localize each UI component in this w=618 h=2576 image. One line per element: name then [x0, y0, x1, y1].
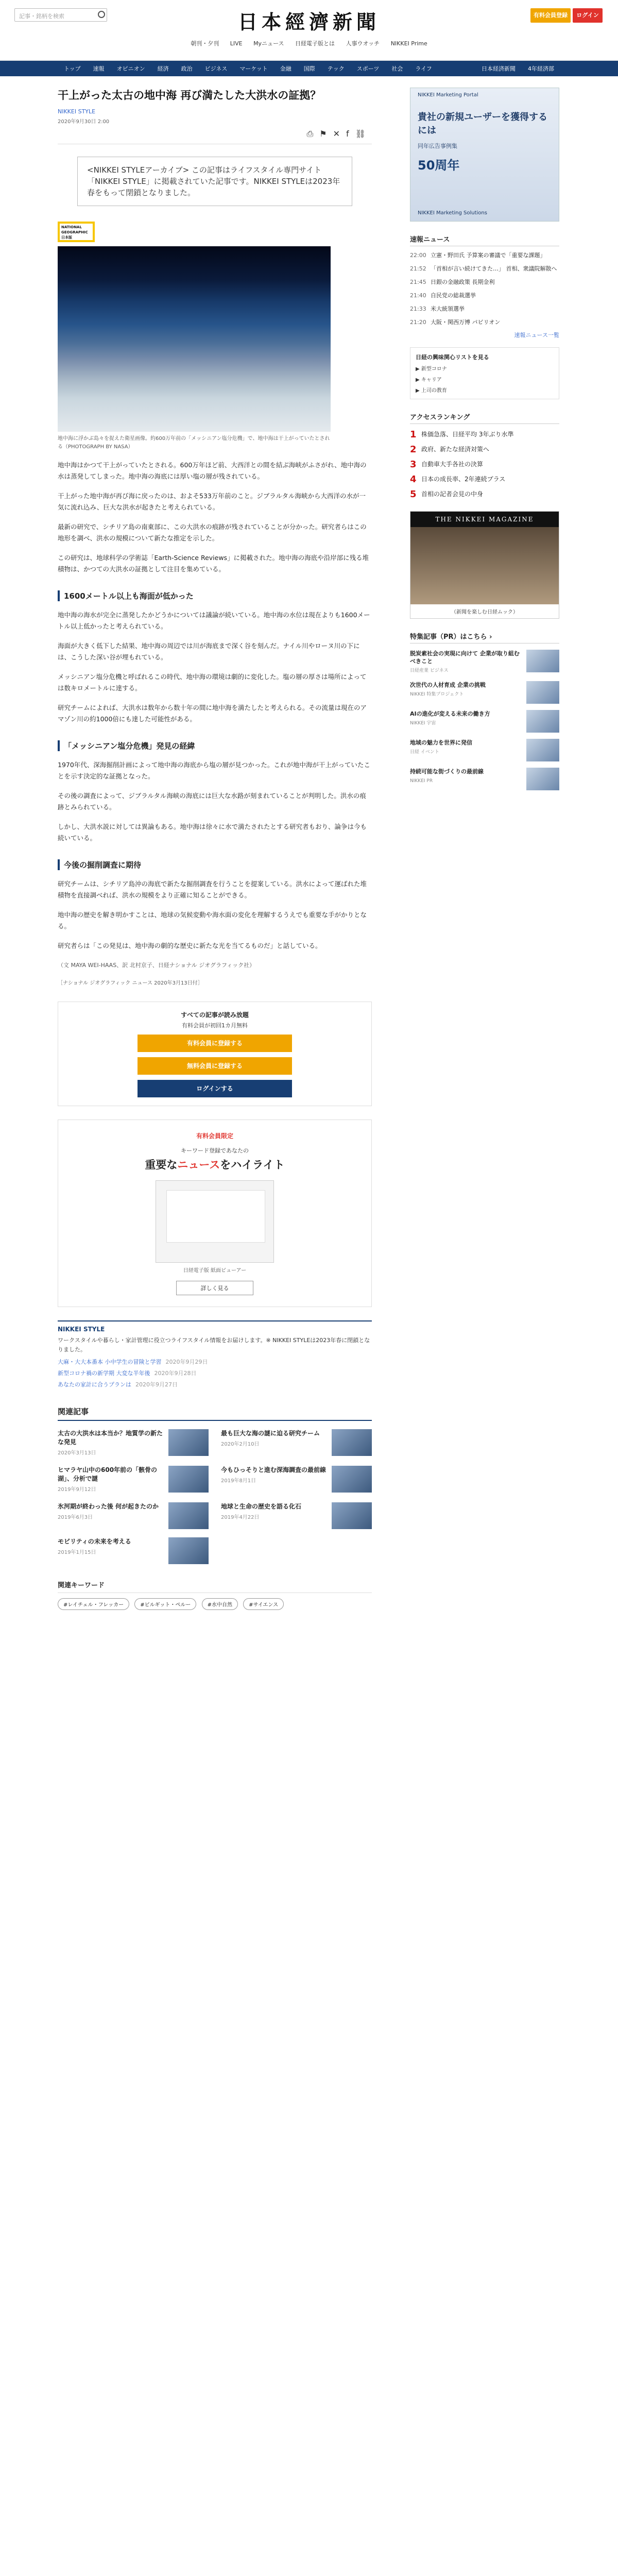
search-input[interactable]: 記事・銘柄を検索 [14, 8, 107, 22]
paragraph: この研究は、地球科学の学術誌「Earth-Science Reviews」に掲載された。地中海の海底や沿岸部に残る堆積物は、かつての大洪水の証拠として注目を集めている。 [58, 554, 369, 573]
related-article[interactable]: 氷河期が終わった後 何が起きたのか 2019年6月3日 [58, 1502, 209, 1529]
nav-item[interactable]: 政治 [181, 65, 193, 72]
keyword-tag[interactable]: #レイチェル・フレッカー [58, 1598, 129, 1610]
ranking-item[interactable]: 5 首相の記者会見の中身 [410, 489, 484, 500]
ad-subtitle: 同年広告事例集 [418, 143, 457, 149]
login-button[interactable]: ログイン [573, 8, 603, 23]
paragraph: 干上がった地中海が再び海に戻ったのは、およそ533万年前のこと。ジブラルタル海峡から大西洋の水が一気に流れ込み、巨大な洪水が起きたと考えられている。 [58, 492, 366, 511]
news-item[interactable]: 21:33 米大統領選挙 [410, 306, 465, 312]
paragraph: 1970年代、深海掘削計画によって地中海の海底から塩の層が見つかった。これが地中海が干上がっていたことを示す決定的な証拠となった。 [58, 761, 370, 780]
pr-thumbnail [526, 739, 559, 761]
subnav-item[interactable]: 日経電子版とは [295, 40, 335, 47]
promo-headline: 重要なニュースをハイライト [145, 1159, 285, 1171]
paragraph: 研究者らは「この発見は、地中海の劇的な歴史に新たな光を当てるものだ」と話している。 [58, 942, 322, 950]
nav-item[interactable]: テック [327, 65, 345, 72]
ad-highlight: 50周年 [418, 158, 460, 173]
keyword-tag[interactable]: #水中自然 [202, 1598, 238, 1610]
archive-notice: <NIKKEI STYLEアーカイブ> この記事はライフスタイル専門サイト「NIKKEI STYLE」に掲載されていた記事です。NIKKEI STYLEは2023年春をもって閉鎖となりました。 [77, 157, 352, 206]
facebook-icon[interactable]: f [346, 129, 355, 139]
interest-link[interactable]: ▶ キャリア [416, 377, 442, 383]
pr-thumbnail [526, 650, 559, 672]
news-item[interactable]: 22:00 立憲・野田氏 予算案の審議で「重要な課題」 [410, 252, 546, 259]
article-body [58, 460, 372, 986]
share-toolbar [58, 129, 372, 144]
magazine-box[interactable] [410, 511, 559, 619]
nikkei-style-box [58, 1320, 372, 1388]
paywall-box [58, 1002, 372, 1106]
nav-item[interactable]: 国際 [303, 65, 315, 72]
nikkei-style-link[interactable]: あなたの家計に合うプランは 2020年9月27日 [58, 1381, 178, 1388]
pr-item[interactable]: 次世代の人材育成 企業の挑戦 NIKKEI 特集プロジェクト [410, 681, 559, 704]
magazine-title: THE NIKKEI MAGAZINE [410, 512, 559, 527]
paywall-subtitle: 有料会員が初回1カ月無料 [182, 1022, 248, 1029]
national-geographic-logo: NATIONAL GEOGRAPHIC 日本版 [58, 222, 95, 242]
print-icon[interactable]: ⎙ [306, 129, 320, 139]
promo-box [58, 1120, 372, 1307]
related-thumbnail [332, 1429, 372, 1456]
nav-item[interactable]: 金融 [280, 65, 291, 72]
site-logo[interactable]: 日本經濟新聞 [237, 10, 380, 33]
ad-footer: NIKKEI Marketing Solutions [418, 210, 487, 216]
section-heading: 今後の掘削調査に期待 [58, 859, 372, 870]
paragraph: 地中海の海水が完全に蒸発したかどうかについては議論が続いている。地中海の水位は現在よりも1600メートル以上低かったと考えられている。 [58, 611, 370, 630]
related-article[interactable]: 今もひっそりと進む深海調査の最前線 2019年8月1日 [221, 1466, 372, 1494]
related-title: 関連記事 [58, 1406, 372, 1421]
subnav-item[interactable]: NIKKEI Prime [390, 40, 427, 47]
nikkei-style-link[interactable]: 新型コロナ禍の新学期 大変な半年後 2020年9月28日 [58, 1370, 197, 1377]
pr-item[interactable]: 持続可能な街づくりの最前線 NIKKEI PR [410, 768, 559, 790]
paragraph: 海面が大きく低下した結果、地中海の周辺では川が海底まで深く谷を刻んだ。ナイル川やローヌ川の下には、こうした深い谷が埋もれている。 [58, 642, 360, 661]
paragraph: 地中海の歴史を解き明かすことは、地球の気候変動や海水面の変化を理解するうえでも重要な手がかりとなる。 [58, 911, 367, 930]
related-article[interactable]: 太古の大洪水は本当か？地質学の新たな発見 2020年3月13日 [58, 1429, 209, 1458]
article-title: 干上がった太古の地中海 再び満たした大洪水の証拠？ [58, 89, 321, 101]
pr-item[interactable]: 地域の魅力を世界に発信 日経 イベント [410, 739, 559, 761]
keyword-tag[interactable]: #ビルギット・ペルー [134, 1598, 196, 1610]
section-heading: 1600メートル以上も海面が低かった [58, 590, 372, 601]
related-article[interactable]: 最も巨大な海の謎に迫る研究チーム 2020年2月10日 [221, 1429, 372, 1458]
promo-more-button[interactable]: 詳しく見る [176, 1281, 253, 1295]
section-heading: 「メッシニアン塩分危機」発見の経緯 [58, 740, 372, 751]
promo-subtitle: キーワード登録であなたの [181, 1147, 249, 1154]
free-register-button[interactable]: 無料会員に登録する [138, 1057, 292, 1075]
pr-item[interactable]: AIの進化が変える未来の働き方 NIKKEI 宇宙 [410, 710, 559, 733]
related-articles [58, 1421, 372, 1564]
nav-item-top[interactable]: トップ [64, 65, 81, 72]
pr-thumbnail [526, 681, 559, 704]
news-item[interactable]: 21:20 大阪・関西万博 パビリオン [410, 319, 501, 326]
ranking-title: アクセスランキング [410, 412, 559, 424]
nav-item-right[interactable]: 4年経済部 [528, 65, 554, 72]
nav-item[interactable]: オピニオン [116, 65, 145, 72]
twitter-icon[interactable]: ✕ [333, 129, 347, 139]
subnav-item[interactable]: 人事ウオッチ [346, 40, 380, 47]
paragraph: その後の調査によって、ジブラルタル海峡の海底には巨大な水路が刻まれていることが判明した。洪水の痕跡とみられている。 [58, 792, 366, 811]
site-header [0, 0, 618, 61]
news-item[interactable]: 21:40 自民党の総裁選挙 [410, 292, 476, 299]
pr-thumbnail [526, 768, 559, 790]
nav-item[interactable]: スポーツ [356, 65, 380, 72]
paragraph: メッシニアン塩分危機と呼ばれるこの時代、地中海の環境は劇的に変化した。塩の層の厚さは場所によっては数キロメートルに達する。 [58, 673, 367, 692]
keywords-title: 関連キーワード [58, 1580, 372, 1593]
related-thumbnail [332, 1466, 372, 1493]
interest-link[interactable]: ▶ 上司の教育 [416, 388, 447, 394]
keyword-tag[interactable]: #サイエンス [243, 1598, 284, 1610]
paid-register-button[interactable]: 有料会員に登録する [138, 1035, 292, 1052]
magazine-image [410, 527, 559, 604]
magazine-caption: （新聞を楽しむ日経ムック） [451, 609, 518, 615]
nikkei-style-desc: ワークスタイルや暮らし・家計管理に役立つライフスタイル情報をお届けします。※ NIKKEI STYLEは2023年春に閉鎖となりました。 [58, 1337, 370, 1353]
sidebar-ad[interactable] [410, 88, 559, 222]
news-item[interactable]: 21:52 「首相が言い続けてきた…」 首相、衆議院解散へ [410, 265, 557, 272]
article-series-link[interactable]: NIKKEI STYLE [58, 108, 96, 115]
related-thumbnail [332, 1502, 372, 1529]
ranking-item[interactable]: 3 自動車大手各社の決算 [410, 459, 484, 470]
nikkei-style-link[interactable]: 大麻・大大本番本 小中学生の冒険と学習 2020年9月29日 [58, 1359, 208, 1365]
paywall-title: すべての記事が読み放題 [181, 1011, 249, 1019]
paragraph: 研究チームは、シチリア島沖の海底で新たな掘削調査を行うことを提案している。洪水によって運ばれた堆積物を直接調べれば、洪水の規模をより正確に知ることができる。 [58, 880, 367, 899]
main-navigation [0, 61, 618, 76]
nav-item[interactable]: 社会 [391, 65, 403, 72]
related-article[interactable]: モビリティの未来を考える 2019年1月15日 [58, 1537, 209, 1564]
photo-caption: 地中海に浮かぶ島々を捉えた衛星画像。約600万年前の「メッシニアン塩分危機」で、地中海は干上がっていたとされる（PHOTOGRAPH BY NASA） [58, 436, 330, 450]
nav-item[interactable]: 経済 [157, 65, 169, 72]
paragraph: 最新の研究で、シチリア島の南東部に、この大洪水の痕跡が残されていることが分かった。研究者らはこの地形を調べ、洪水の規模について新たな推定を示した。 [58, 523, 367, 542]
related-thumbnail [168, 1429, 209, 1456]
paragraph: 研究チームによれば、大洪水は数年から数十年の間に地中海を満たしたと考えられる。その流量は現在のアマゾン川の約1000倍にも達した可能性がある。 [58, 704, 367, 723]
ranking-item[interactable]: 1 株価急落、日経平均 3年ぶり水準 [410, 429, 514, 440]
subnav-item[interactable]: Myニュース [253, 40, 284, 47]
satellite-photo [58, 246, 331, 432]
subnav-item[interactable]: LIVE [230, 40, 243, 47]
interest-link[interactable]: ▶ 新型コロナ [416, 366, 447, 372]
sub-navigation [0, 39, 618, 47]
news-item[interactable]: 21:45 日銀の金融政策 長期金利 [410, 279, 495, 285]
subscribe-button[interactable]: 有料会員登録 [530, 8, 571, 23]
interest-title[interactable]: 日経の興味関心リストを見る [416, 354, 489, 361]
article-credit: （文 MAYA WEI-HAAS、訳 北村京子、日経ナショナル ジオグラフィック社） [58, 962, 255, 969]
pr-thumbnail [526, 710, 559, 733]
breaking-news-title: 速報ニュース [410, 234, 559, 246]
promo-mockup-image [156, 1180, 274, 1263]
ad-title: 貴社の新規ユーザーを獲得するには [418, 112, 547, 136]
paragraph: しかし、大洪水説に対しては異論もある。地中海は徐々に水で満たされたとする研究者もおり、論争は今も続いている。 [58, 823, 367, 842]
sidebar [410, 88, 559, 790]
related-thumbnail [168, 1537, 209, 1564]
related-thumbnail [168, 1502, 209, 1529]
related-article[interactable]: 地球と生命の歴史を語る化石 2019年4月22日 [221, 1502, 372, 1529]
link-icon[interactable]: ⛓ [355, 129, 372, 139]
nav-item[interactable]: マーケット [239, 65, 268, 72]
ranking-item[interactable]: 4 日本の成長率、2年連続プラス [410, 474, 506, 485]
pr-item[interactable]: 脱炭素社会の実現に向けて 企業が取り組むべきこと 日経産業 ビジネス [410, 650, 559, 675]
ranking-item[interactable]: 2 政府、新たな経済対策へ [410, 444, 490, 455]
bookmark-icon[interactable]: ⚑ [319, 129, 333, 139]
nikkei-style-label[interactable]: NIKKEI STYLE [58, 1326, 105, 1333]
ad-label: NIKKEI Marketing Portal [418, 92, 478, 98]
nav-item[interactable]: ライフ [415, 65, 432, 72]
pr-title[interactable]: 特集記事（PR）はこちら › [410, 631, 559, 643]
article-column [58, 88, 372, 1610]
news-more-link[interactable]: 速報ニュース一覧 [514, 332, 559, 338]
paragraph: 地中海はかつて干上がっていたとされる。600万年ほど前、大西洋との間を結ぶ海峡がふさがれ、地中海の水は蒸発してしまった。地中海の海底には厚い塩の層が残されている。 [58, 461, 367, 480]
nav-item[interactable]: ビジネス [204, 65, 228, 72]
related-thumbnail [168, 1466, 209, 1493]
nav-item[interactable]: 速報 [93, 65, 105, 72]
related-article[interactable]: ヒマラヤ山中の600年前の「骸骨の湖」、分析で謎 2019年9月12日 [58, 1466, 209, 1494]
article-source: ［ナショナル ジオグラフィック ニュース 2020年3月13日付］ [58, 980, 203, 986]
paywall-login-button[interactable]: ログインする [138, 1080, 292, 1097]
promo-caption: 日経電子版 紙面ビューアー [183, 1268, 247, 1274]
keywords-section [58, 1580, 372, 1610]
promo-tag: 有料会員限定 [196, 1132, 233, 1140]
article-date: 2020年9月30日 2:00 [58, 119, 110, 125]
interest-box [410, 347, 559, 399]
nav-item-right[interactable]: 日本経済新聞 [482, 65, 516, 72]
subnav-item[interactable]: 朝刊・夕刊 [191, 40, 219, 47]
